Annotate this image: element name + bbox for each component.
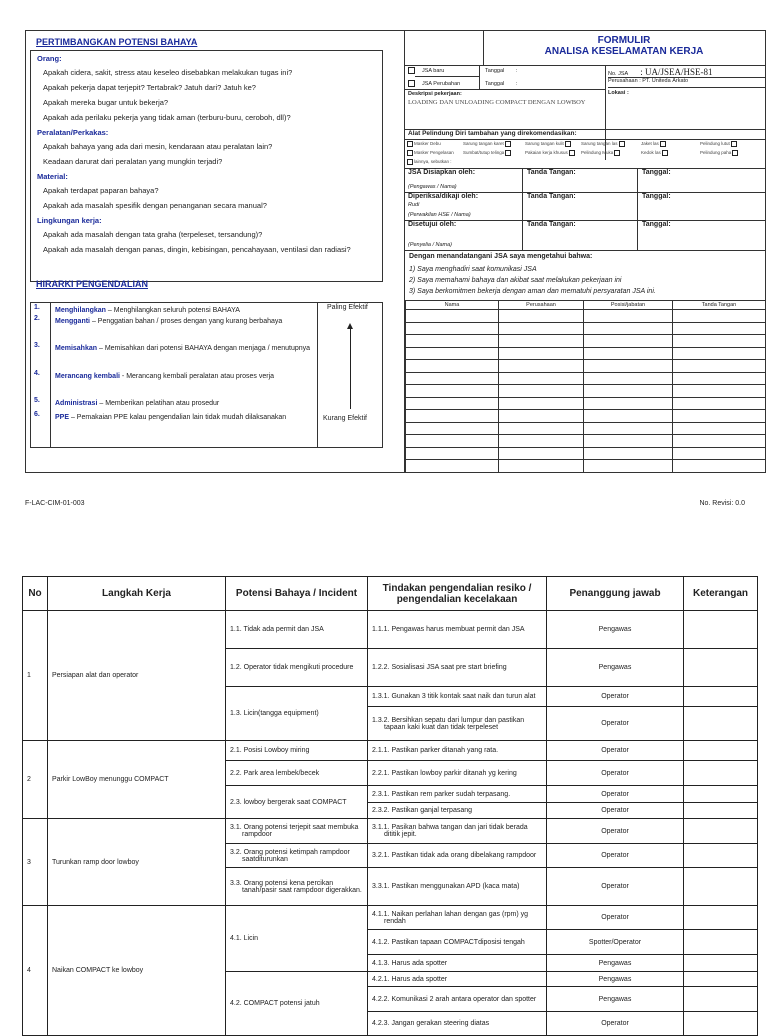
work-step: Persiapan alat dan operator bbox=[48, 611, 226, 741]
signature-name: Rudi bbox=[408, 202, 420, 208]
ppe-label: Masker Debu bbox=[414, 141, 441, 147]
remarks-cell bbox=[684, 611, 758, 649]
attendance-row bbox=[406, 372, 766, 385]
form-title bbox=[483, 35, 765, 57]
attendance-cell[interactable] bbox=[499, 397, 584, 410]
responsible-person: Operator bbox=[547, 906, 684, 930]
checkbox[interactable] bbox=[660, 141, 666, 147]
ack-title: Dengan menandatangani JSA saya mengetahui bahwa: bbox=[409, 253, 593, 260]
remarks-cell bbox=[684, 972, 758, 987]
attendance-cell[interactable] bbox=[584, 322, 673, 335]
hierarchy-desc: – Menghilangkan seluruh potensi BAHAYA bbox=[105, 307, 240, 314]
checkbox[interactable] bbox=[408, 67, 415, 74]
hierarchy-desc: – Pemakaian PPE kalau pengendalian lain tidak mudah dilaksanakan bbox=[69, 414, 287, 421]
control-measure bbox=[368, 611, 547, 649]
date-label-2: Tanggal : bbox=[485, 81, 518, 87]
attendance-cell[interactable] bbox=[406, 360, 499, 373]
hierarchy-item bbox=[55, 370, 313, 383]
hazard-text: 1.1. Tidak ada permit dan JSA bbox=[230, 626, 324, 633]
control-measure bbox=[368, 741, 547, 761]
jsa-steps-table bbox=[22, 576, 758, 1036]
attendance-row bbox=[406, 410, 766, 423]
attendance-cell[interactable] bbox=[584, 347, 673, 360]
attendance-cell[interactable] bbox=[406, 347, 499, 360]
responsible-person: Operator bbox=[547, 844, 684, 868]
ppe-option[interactable] bbox=[641, 141, 667, 147]
work-step: Parkir LowBoy menunggu COMPACT bbox=[48, 741, 226, 819]
control-measure bbox=[368, 819, 547, 844]
attendance-cell[interactable] bbox=[673, 347, 766, 360]
attendance-row bbox=[406, 385, 766, 398]
date-cell: Tanggal: bbox=[637, 169, 671, 193]
question: Apakah pekerja dapat terjepit? Tertabrak? Jatuh dari? Jatuh ke? bbox=[43, 83, 256, 92]
hierarchy-keyword: Memisahkan bbox=[55, 345, 98, 352]
step-number: 1 bbox=[23, 611, 48, 741]
remarks-cell bbox=[684, 955, 758, 972]
least-effective-label: Kurang Efektif bbox=[323, 415, 367, 422]
responsible-person: Operator bbox=[547, 687, 684, 707]
attendance-row bbox=[406, 397, 766, 410]
hazard-text: 2.3. lowboy bergerak saat COMPACT bbox=[230, 798, 347, 806]
signature-role: Disetujui oleh: bbox=[408, 221, 457, 228]
remarks-cell bbox=[684, 687, 758, 707]
remarks-cell bbox=[684, 844, 758, 868]
responsible-person: Operator bbox=[547, 819, 684, 844]
hierarchy-item bbox=[55, 315, 313, 328]
checkbox[interactable] bbox=[407, 159, 413, 165]
remarks-cell bbox=[684, 987, 758, 1012]
attendance-cell[interactable] bbox=[673, 335, 766, 348]
hazard bbox=[226, 687, 368, 741]
ack-item: 2) Saya memahami bahaya dan akibat saat melakukan pekerjaan ini bbox=[409, 277, 622, 284]
work-step: Naikan COMPACT ke lowboy bbox=[48, 906, 226, 1036]
hazard bbox=[226, 611, 368, 649]
question: Apakah terdapat paparan bahaya? bbox=[43, 186, 159, 195]
attendance-cell[interactable] bbox=[406, 322, 499, 335]
attendance-cell[interactable] bbox=[499, 360, 584, 373]
ppe-label: Jaket las bbox=[641, 141, 659, 147]
column-header: Penanggung jawab bbox=[547, 577, 684, 611]
attendance-cell[interactable] bbox=[406, 385, 499, 398]
date-cell: Tanggal: bbox=[637, 193, 671, 221]
checkbox[interactable] bbox=[662, 150, 668, 156]
jsa-number: No. JSA : UA/JSEA/HSE-81 bbox=[608, 67, 765, 78]
attendance-cell[interactable] bbox=[673, 310, 766, 323]
hierarchy-keyword: Administrasi bbox=[55, 400, 98, 407]
checkbox[interactable] bbox=[569, 150, 575, 156]
responsible-person: Operator bbox=[547, 1012, 684, 1036]
responsible-person: Operator bbox=[547, 707, 684, 741]
hierarchy-item bbox=[55, 342, 313, 355]
responsible-person: Operator bbox=[547, 786, 684, 803]
control-text: 3.3.1. Pastikan menggunakan APD (kaca mata) bbox=[372, 883, 520, 890]
control-text: 2.3.2. Pastikan ganjal terpasang bbox=[372, 807, 473, 814]
hazard bbox=[226, 649, 368, 687]
ppe-label: Sarung tangan kulit bbox=[525, 141, 564, 147]
ppe-label: Pelindung paha bbox=[700, 150, 732, 156]
hierarchy-keyword: PPE bbox=[55, 414, 70, 421]
column-header: No bbox=[23, 577, 48, 611]
attendance-cell[interactable] bbox=[673, 435, 766, 448]
attendance-cell[interactable] bbox=[584, 385, 673, 398]
table-row bbox=[23, 741, 758, 761]
checkbox[interactable] bbox=[407, 141, 413, 147]
hazard-text: 1.2. Operator tidak mengikuti procedure bbox=[230, 664, 354, 671]
hierarchy-number: 5. bbox=[34, 397, 40, 404]
signature-cell: Tanda Tangan: bbox=[522, 193, 576, 221]
form-header bbox=[405, 30, 766, 473]
control-text: 4.2.3. Jangan gerakan steering diatas bbox=[372, 1020, 490, 1027]
responsible-person: Pengawas bbox=[547, 955, 684, 972]
remarks-cell bbox=[684, 741, 758, 761]
ppe-option[interactable] bbox=[406, 159, 452, 165]
attendance-cell[interactable] bbox=[406, 447, 499, 460]
remarks-cell bbox=[684, 761, 758, 786]
control-measure bbox=[368, 761, 547, 786]
control-text: 2.3.1. Pastikan rem parker sudah terpasang. bbox=[372, 790, 511, 798]
signature-row bbox=[405, 192, 765, 220]
hierarchy-box bbox=[30, 302, 383, 448]
company: Perusahaan : PT. Unitedа Arkato bbox=[608, 78, 765, 88]
hierarchy-number: 3. bbox=[34, 342, 40, 349]
ack-item: 3) Saya berkomitmen bekerja dengan aman dan mematuhi persyaratan JSA ini. bbox=[409, 288, 656, 295]
attendance-row bbox=[406, 347, 766, 360]
attendance-header: Perusahaan bbox=[499, 301, 584, 310]
attendance-cell[interactable] bbox=[499, 322, 584, 335]
ppe-option[interactable] bbox=[525, 150, 576, 156]
column-header: Keterangan bbox=[684, 577, 758, 611]
responsible-person: Pengawas bbox=[547, 649, 684, 687]
checkbox[interactable] bbox=[407, 150, 413, 156]
attendance-cell[interactable] bbox=[499, 447, 584, 460]
table-row bbox=[23, 819, 758, 844]
jsa-change-label: JSA Perubahan bbox=[422, 80, 461, 87]
control-measure bbox=[368, 868, 547, 906]
column-header: Potensi Bahaya / Incident bbox=[226, 577, 368, 611]
control-text: 4.1.1. Naikan perlahan lahan dengan gas (rpm) yg rendah bbox=[372, 910, 529, 925]
attendance-cell[interactable] bbox=[499, 372, 584, 385]
step-number: 3 bbox=[23, 819, 48, 906]
control-measure bbox=[368, 955, 547, 972]
question-box bbox=[30, 50, 383, 282]
control-measure bbox=[368, 803, 547, 819]
hazard-text: 3.3. Orang potensi kena percikan tanah/pasir saat rampdoor digerakkan. bbox=[230, 879, 362, 894]
control-measure bbox=[368, 844, 547, 868]
ack-item: 1) Saya menghadiri saat komunikasi JSA bbox=[409, 266, 537, 273]
remarks-cell bbox=[684, 930, 758, 955]
hierarchy-desc: – Penggatian bahan / proses dengan yang kurang berbahaya bbox=[90, 318, 283, 325]
control-measure bbox=[368, 707, 547, 741]
attendance-header: Posisi/jabatan bbox=[584, 301, 673, 310]
hierarchy-title: HIRARKI PENGENDALIAN bbox=[36, 279, 149, 289]
control-measure bbox=[368, 972, 547, 987]
hazard bbox=[226, 844, 368, 868]
responsible-person: Spotter/Operator bbox=[547, 930, 684, 955]
hierarchy-keyword: Mengganti bbox=[55, 318, 90, 325]
signature-row bbox=[405, 168, 765, 192]
signature-note: (Pengawas / Nama) bbox=[408, 184, 457, 190]
attendance-cell[interactable] bbox=[673, 372, 766, 385]
hazard-text: 2.2. Park area lembek/becek bbox=[230, 769, 320, 777]
responsible-person: Operator bbox=[547, 868, 684, 906]
remarks-cell bbox=[684, 819, 758, 844]
attendance-cell[interactable] bbox=[673, 410, 766, 423]
question: Apakah ada perilaku pekerja yang tidak aman (terburu-buru, ceroboh, dll)? bbox=[43, 113, 291, 122]
control-measure bbox=[368, 906, 547, 930]
signature-row bbox=[405, 220, 765, 250]
question: Apakah ada masalah dengan panas, dingin, kebisingan, pencahayaan, ventilasi dan radiasi? bbox=[43, 245, 351, 254]
ppe-option[interactable] bbox=[406, 141, 441, 147]
form-title-line2: ANALISA KESELAMATAN KERJA bbox=[544, 46, 704, 57]
hierarchy-desc: - Merancang kembali peralatan atau proses verja bbox=[119, 373, 275, 380]
column-header: Tindakan pengendalian resiko / pengendalian kecelakaan bbox=[368, 577, 547, 611]
control-measure bbox=[368, 786, 547, 803]
attendance-row bbox=[406, 335, 766, 348]
ppe-option[interactable] bbox=[406, 150, 454, 156]
ppe-option[interactable] bbox=[581, 141, 626, 147]
attendance-cell[interactable] bbox=[673, 360, 766, 373]
attendance-cell[interactable] bbox=[406, 335, 499, 348]
attendance-cell[interactable] bbox=[406, 397, 499, 410]
hazard bbox=[226, 819, 368, 844]
attendance-cell[interactable] bbox=[673, 447, 766, 460]
control-measure bbox=[368, 930, 547, 955]
ppe-label: Masker Pengelasan bbox=[414, 150, 454, 156]
control-text: 4.2.1. Harus ada spotter bbox=[372, 975, 448, 983]
checkbox[interactable] bbox=[619, 141, 625, 147]
ppe-label: lainnya, sebutkan : bbox=[414, 159, 452, 165]
attendance-cell[interactable] bbox=[499, 385, 584, 398]
hierarchy-desc: – Memisahkan dari potensi BAHAYA dengan menjaga / menutupnya bbox=[97, 345, 311, 352]
question: Apakah ada masalah dengan tata graha (terpeleset, tersandung)? bbox=[43, 230, 263, 239]
hazard-title: PERTIMBANGKAN POTENSI BAHAYA bbox=[36, 37, 198, 47]
attendance-cell[interactable] bbox=[584, 372, 673, 385]
remarks-cell bbox=[684, 649, 758, 687]
attendance-header: Tanda Tangan bbox=[673, 301, 766, 310]
revision-number: No. Revisi: 0.0 bbox=[699, 500, 745, 507]
signature-role: Diperiksa/dikaji oleh: bbox=[408, 193, 479, 200]
attendance-cell[interactable] bbox=[499, 410, 584, 423]
question: Apakah ada masalah spesifik dengan penanganan secara manual? bbox=[43, 201, 267, 210]
column-header: Langkah Kerja bbox=[48, 577, 226, 611]
remarks-cell bbox=[684, 868, 758, 906]
ppe-option[interactable] bbox=[463, 150, 512, 156]
attendance-row bbox=[406, 447, 766, 460]
hierarchy-keyword: Menghilangkan bbox=[55, 307, 106, 314]
hazard bbox=[226, 741, 368, 761]
attendance-cell[interactable] bbox=[584, 397, 673, 410]
responsible-person: Pengawas bbox=[547, 972, 684, 987]
attendance-row bbox=[406, 310, 766, 323]
work-step: Turunkan ramp door lowboy bbox=[48, 819, 226, 906]
attendance-cell[interactable] bbox=[406, 460, 499, 473]
checkbox[interactable] bbox=[565, 141, 571, 147]
remarks-cell bbox=[684, 786, 758, 803]
ppe-label: Pakaian kerja khusus bbox=[525, 150, 568, 156]
ppe-option[interactable] bbox=[463, 141, 512, 147]
hazard bbox=[226, 761, 368, 786]
signature-cell: Tanda Tangan: bbox=[522, 221, 576, 251]
hazard-text: 1.3. Licin(tangga equipment) bbox=[230, 710, 319, 717]
ppe-label: Pelindung Muka bbox=[581, 150, 614, 156]
responsible-person: Operator bbox=[547, 741, 684, 761]
most-effective-label: Paling Efektif bbox=[327, 304, 368, 311]
checkbox[interactable] bbox=[408, 80, 415, 87]
date-label-1: Tanggal : bbox=[485, 68, 518, 74]
question: Apakah mereka bugar untuk bekerja? bbox=[43, 98, 169, 107]
ppe-option[interactable] bbox=[641, 150, 669, 156]
attendance-row bbox=[406, 360, 766, 373]
hazard-text: 3.1. Orang potensi terjepit saat membuka rampdoor bbox=[230, 824, 359, 838]
responsible-person: Pengawas bbox=[547, 611, 684, 649]
jsa-new-label: JSA baru bbox=[422, 67, 445, 74]
hazard-text: 3.2. Orang potensi ketimpah rampdoor saatditurunkan bbox=[230, 848, 350, 863]
step-number: 4 bbox=[23, 906, 48, 1036]
control-measure bbox=[368, 687, 547, 707]
hazard bbox=[226, 906, 368, 972]
hierarchy-number: 4. bbox=[34, 370, 40, 377]
remarks-cell bbox=[684, 707, 758, 741]
location: Lokasi : bbox=[608, 90, 629, 96]
attendance-cell[interactable] bbox=[673, 385, 766, 398]
control-text: 3.2.1. Pastikan tidak ada orang dibelakang rampdoor bbox=[372, 852, 537, 859]
form-title-line1: FORMULIR bbox=[597, 35, 651, 46]
attendance-table bbox=[405, 300, 766, 473]
question: Apakah cidera, sakit, stress atau keseleo disebabkan melakukan tugas ini? bbox=[43, 68, 293, 77]
responsible-person: Operator bbox=[547, 761, 684, 786]
control-text: 1.3.2. Bersihkan sepatu dari lumpur dan pastikan tapaan kaki kuat dan tidak terpeleset bbox=[372, 716, 525, 731]
attendance-cell[interactable] bbox=[584, 435, 673, 448]
ppe-label: Sarung tangan karet bbox=[463, 141, 504, 147]
remarks-cell bbox=[684, 906, 758, 930]
hazard-text: 2.1. Posisi Lowboy miring bbox=[230, 747, 310, 754]
hierarchy-number: 1. bbox=[34, 304, 40, 311]
attendance-cell[interactable] bbox=[406, 435, 499, 448]
control-text: 4.1.2. Pastikan tapaan COMPACTdiposisi tengah bbox=[372, 938, 525, 946]
attendance-cell[interactable] bbox=[499, 347, 584, 360]
attendance-cell[interactable] bbox=[673, 422, 766, 435]
section-label: Orang: bbox=[37, 54, 62, 63]
control-text: 4.1.3. Harus ada spotter bbox=[372, 959, 448, 967]
job-description: LOADING DAN UNLOADING COMPACT DENGAN LOWBOY bbox=[408, 99, 586, 106]
control-measure bbox=[368, 649, 547, 687]
attendance-cell[interactable] bbox=[584, 447, 673, 460]
ppe-label: Sarung tangan las bbox=[581, 141, 618, 147]
ppe-option[interactable] bbox=[700, 150, 739, 156]
attendance-cell[interactable] bbox=[406, 372, 499, 385]
attendance-cell[interactable] bbox=[584, 460, 673, 473]
responsible-person: Pengawas bbox=[547, 987, 684, 1012]
attendance-row bbox=[406, 422, 766, 435]
remarks-cell bbox=[684, 803, 758, 819]
checkbox[interactable] bbox=[732, 150, 738, 156]
ppe-label: Sumbat/tutup telinga bbox=[463, 150, 505, 156]
form-code: F-LAC-CIM-01-003 bbox=[25, 500, 85, 507]
attendance-cell[interactable] bbox=[584, 310, 673, 323]
question: Keadaan darurat dari peralatan yang mungkin terjadi? bbox=[43, 157, 223, 166]
ppe-label: Kedok las bbox=[641, 150, 661, 156]
hazard bbox=[226, 972, 368, 1036]
hierarchy-number: 6. bbox=[34, 411, 40, 418]
ppe-option[interactable] bbox=[525, 141, 572, 147]
hierarchy-desc: – Memberikan pelatihan atau prosedur bbox=[97, 400, 220, 407]
hazard bbox=[226, 868, 368, 906]
attendance-cell[interactable] bbox=[406, 410, 499, 423]
attendance-cell[interactable] bbox=[406, 310, 499, 323]
checkbox[interactable] bbox=[614, 150, 620, 156]
table-row bbox=[23, 906, 758, 930]
hazard-text: 4.2. COMPACT potensi jatuh bbox=[230, 1000, 320, 1007]
control-text: 4.2.2. Komunikasi 2 arah antara operator dan spotter bbox=[372, 995, 537, 1003]
attendance-cell[interactable] bbox=[673, 322, 766, 335]
ppe-option[interactable] bbox=[581, 150, 621, 156]
up-arrow-icon bbox=[350, 325, 351, 409]
attendance-cell[interactable] bbox=[499, 460, 584, 473]
control-text: 1.1.1. Pengawas harus membuat permit dan JSA bbox=[372, 626, 525, 633]
control-text: 1.2.2. Sosialisasi JSA saat pre start briefing bbox=[372, 664, 507, 671]
attendance-row bbox=[406, 460, 766, 473]
attendance-cell[interactable] bbox=[584, 410, 673, 423]
control-text: 2.2.1. Pastikan lowboy parkir ditanah yg kering bbox=[372, 769, 517, 777]
step-number: 2 bbox=[23, 741, 48, 819]
attendance-cell[interactable] bbox=[673, 397, 766, 410]
signature-role: JSA Disiapkan oleh: bbox=[408, 169, 476, 176]
control-text: 3.1.1. Pasikan bahwa tangan dan jari tidak berada dititik jepit. bbox=[372, 824, 528, 838]
ppe-title: Alat Pelindung Diri tambahan yang direkomendasikan: bbox=[408, 130, 577, 137]
checkbox[interactable] bbox=[731, 141, 737, 147]
attendance-header: Nama bbox=[406, 301, 499, 310]
attendance-cell[interactable] bbox=[584, 335, 673, 348]
checkbox[interactable] bbox=[505, 141, 511, 147]
attendance-cell[interactable] bbox=[499, 335, 584, 348]
hazard bbox=[226, 786, 368, 819]
question: Apakah bahaya yang ada dari mesin, kendaraan atau peralatan lain? bbox=[43, 142, 273, 151]
control-text: 2.1.1. Pastikan parker ditanah yang rata. bbox=[372, 747, 499, 754]
signature-cell: Tanda Tangan: bbox=[522, 169, 576, 193]
responsible-person: Operator bbox=[547, 803, 684, 819]
checkbox[interactable] bbox=[505, 150, 511, 156]
attendance-cell[interactable] bbox=[673, 460, 766, 473]
attendance-cell[interactable] bbox=[499, 422, 584, 435]
hierarchy-number: 2. bbox=[34, 315, 40, 322]
ppe-option[interactable] bbox=[700, 141, 738, 147]
attendance-row bbox=[406, 322, 766, 335]
attendance-cell[interactable] bbox=[584, 360, 673, 373]
section-label: Peralatan/Perkakas: bbox=[37, 128, 109, 137]
attendance-cell[interactable] bbox=[584, 422, 673, 435]
hierarchy-item bbox=[55, 397, 313, 410]
hazard-considerations bbox=[25, 30, 405, 473]
signature-note: (Perwakilan HSE / Nama) bbox=[408, 212, 471, 218]
signature-note: (Penyelia / Nama) bbox=[408, 242, 453, 248]
attendance-cell[interactable] bbox=[406, 422, 499, 435]
date-cell: Tanggal: bbox=[637, 221, 671, 251]
control-measure bbox=[368, 987, 547, 1012]
attendance-row bbox=[406, 435, 766, 448]
section-label: Material: bbox=[37, 172, 68, 181]
hierarchy-item bbox=[55, 411, 313, 424]
control-text: 1.3.1. Gunakan 3 titik kontak saat naik dan turun alat bbox=[372, 693, 536, 700]
attendance-cell[interactable] bbox=[499, 435, 584, 448]
hierarchy-keyword: Merancang kembali bbox=[55, 373, 120, 380]
ppe-label: Pelindung lutut bbox=[700, 141, 730, 147]
section-label: Lingkungan kerja: bbox=[37, 216, 102, 225]
table-row bbox=[23, 611, 758, 649]
attendance-cell[interactable] bbox=[499, 310, 584, 323]
job-description-label: Deskripsi pekerjaan: bbox=[408, 91, 462, 97]
hazard-text: 4.1. Licin bbox=[230, 935, 259, 942]
